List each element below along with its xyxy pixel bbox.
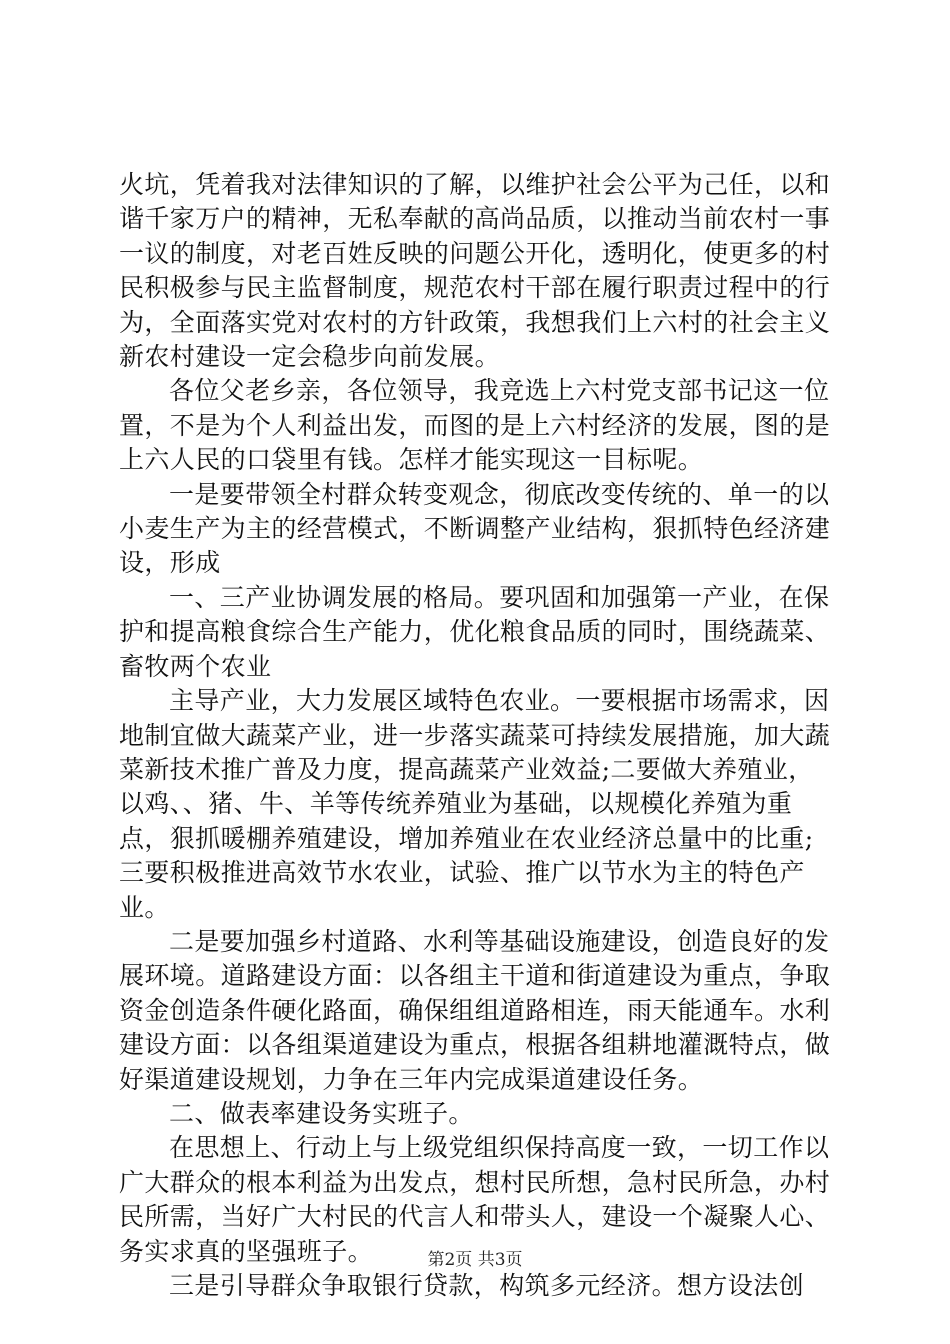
paragraph-7-heading: 二、做表率建设务实班子。 (169, 1098, 474, 1128)
page-footer: 第2页 共3页 (427, 1250, 523, 1270)
paragraph-1: 火坑，凭着我对法律知识的了解，以维护社会公平为己任，以和谐千家万户的精神，无私奉献的高尚品质，以推动当前农村一事一议的制度，对老百姓反映的问题公开化，透明化，使更多的村民积极参与民主监督制度，规范农村干部在履行职责过程中的行为，全面落实党对农村的方针政策，我想我们上六村的社会主义新农村建设一定会稳步向前发展。 (119, 170, 831, 372)
paragraph-3: 一是要带领全村群众转变观念，彻底改变传统的、单一的以小麦生产为主的经营模式，不断调整产业结构，狠抓特色经济建设，形成 (119, 479, 831, 578)
document-body (119, 168, 839, 1303)
paragraph-9: 三是引导群众争取银行贷款，构筑多元经济。想方设法创 (169, 1271, 805, 1300)
paragraph-8: 在思想上、行动上与上级党组织保持高度一致，一切工作以广大群众的根本利益为出发点，想村民所想，急村民所急，办村民所需，当好广大村民的代言人和带头人，建设一个凝聚人心、务实求真的坚强班子。 (119, 1133, 831, 1266)
paragraph-6: 二是要加强乡村道路、水利等基础设施建设，创造良好的发展环境。道路建设方面：以各组主干道和街道建设为重点，争取资金创造条件硬化路面，确保组组道路相连，雨天能通车。水利建设方面：以各组渠道建设为重点，根据各组耕地灌溉特点，做好渠道建设规划，力争在三年内完成渠道建设任务。 (119, 926, 831, 1094)
paragraph-5: 主导产业，大力发展区域特色农业。一要根据市场需求，因地制宜做大蔬菜产业，进一步落实蔬菜可持续发展措施，加大蔬菜新技术推广普及力度，提高蔬菜产业效益;二要做大养殖业，以鸡、、猪、牛、羊等传统养殖业为基础，以规模化养殖为重点，狠抓暖棚养殖建设，增加养殖业在农业经济总量中的比重;三要积极推进高效节水农业，试验、推广以节水为主的特色产业。 (119, 686, 831, 922)
paragraph-4: 一、三产业协调发展的格局。要巩固和加强第一产业，在保护和提高粮食综合生产能力，优化粮食品质的同时，围绕蔬菜、畜牧两个农业 (119, 582, 831, 681)
paragraph-2: 各位父老乡亲，各位领导，我竞选上六村党支部书记这一位置，不是为个人利益出发，而图的是上六村经济的发展，图的是上六人民的口袋里有钱。怎样才能实现这一目标呢。 (119, 376, 831, 475)
